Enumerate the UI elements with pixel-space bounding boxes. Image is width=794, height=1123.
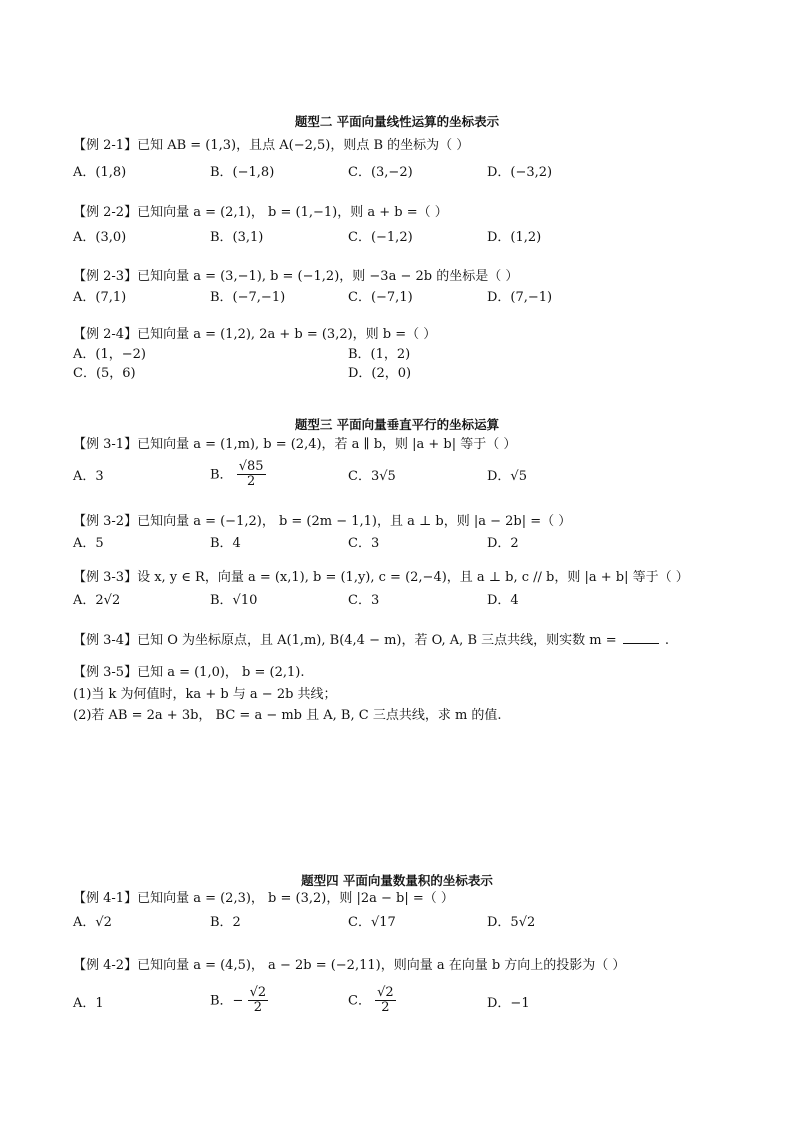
question-3-4 — [73, 632, 669, 650]
section-title: 题型二 平面向量线性运算的坐标表示 — [294, 114, 500, 129]
question-2-4: 【例 2-4】已知向量 a = (1,2), 2a + b = (3,2)，则 b =（ ） — [73, 327, 437, 342]
option-b: B．(1，2) — [348, 347, 411, 362]
option-a: A．√2 — [73, 915, 112, 930]
option-c — [348, 986, 396, 1016]
option-c: C．3√5 — [348, 469, 396, 484]
option-d: D．(2，0) — [348, 366, 412, 381]
option-b: B．(−1,8) — [210, 165, 275, 180]
option-b: B．√10 — [210, 593, 258, 608]
question-3-4-end: . — [664, 633, 670, 648]
fraction-denominator: 2 — [381, 1000, 390, 1016]
section-title: 题型三 平面向量垂直平行的坐标运算 — [294, 417, 500, 432]
answer-blank — [623, 643, 659, 644]
question-3-3: 【例 3-3】设 x, y ∈ R，向量 a = (x,1), b = (1,y), c = (2,−4)，且 a ⊥ b, c // b，则 |a + b| 等于（ ） — [73, 570, 689, 585]
option-c-label: C． — [348, 993, 371, 1009]
option-a: A．(1，−2) — [73, 347, 146, 362]
question-3-4-text: 【例 3-4】已知 O 为坐标原点，且 A(1,m), B(4,4 − m)，若 O, A, B 三点共线，则实数 m = — [73, 633, 617, 648]
option-d: D．√5 — [487, 469, 527, 484]
question-3-5-part-2: (2)若 AB = 2a + 3b， BC = a − mb 且 A, B, C 三点共线，求 m 的值. — [73, 708, 502, 723]
fraction-numerator: √2 — [249, 985, 267, 1000]
fraction-denominator: 2 — [253, 1000, 263, 1016]
fraction-denominator: 2 — [246, 474, 256, 490]
option-a: A．2√2 — [73, 593, 121, 608]
option-d: D．4 — [487, 593, 519, 608]
option-b-label: B．− — [210, 993, 244, 1009]
option-b-label: B． — [210, 467, 233, 483]
question-3-2: 【例 3-2】已知向量 a = (−1,2)， b = (2m − 1,1)，且 a ⊥ b，则 |a − 2b| =（ ） — [73, 514, 572, 529]
option-c: C．3 — [348, 593, 380, 608]
fraction — [248, 986, 269, 1016]
option-a: A．3 — [73, 469, 104, 484]
option-b: B．4 — [210, 536, 241, 551]
option-a: A．(7,1) — [73, 290, 127, 305]
option-a: A．(1,8) — [73, 165, 127, 180]
option-a: A．1 — [73, 996, 104, 1011]
option-b — [210, 460, 266, 490]
option-d: D．(7,−1) — [487, 290, 553, 305]
option-c: C．(−7,1) — [348, 290, 413, 305]
option-b: B．2 — [210, 915, 241, 930]
question-2-1: 【例 2-1】已知 AB = (1,3)，且点 A(−2,5)，则点 B 的坐标为（ ） — [73, 138, 470, 153]
option-c: C．3 — [348, 536, 380, 551]
option-a: A．5 — [73, 536, 104, 551]
option-d: D．−1 — [487, 996, 530, 1011]
option-c: C．(−1,2) — [348, 230, 413, 245]
option-d: D．2 — [487, 536, 519, 551]
option-c: C．√17 — [348, 915, 396, 930]
option-c: C．(3,−2) — [348, 165, 413, 180]
option-a: A．(3,0) — [73, 230, 127, 245]
question-2-2: 【例 2-2】已知向量 a = (2,1)， b = (1,−1)，则 a + b =（ ） — [73, 205, 448, 220]
fraction — [375, 986, 396, 1016]
option-d: D．5√2 — [487, 915, 536, 930]
question-4-2: 【例 4-2】已知向量 a = (4,5)， a − 2b = (−2,11)，则向量 a 在向量 b 方向上的投影为（ ） — [73, 958, 626, 973]
question-2-3: 【例 2-3】已知向量 a = (3,−1), b = (−1,2)，则 −3a − 2b 的坐标是（ ） — [73, 269, 519, 284]
fraction-numerator: √85 — [238, 459, 264, 474]
question-3-1: 【例 3-1】已知向量 a = (1,m), b = (2,4)，若 a ∥ b，则 |a + b| 等于（ ） — [73, 437, 517, 452]
option-b: B．(−7,−1) — [210, 290, 286, 305]
option-b — [210, 986, 268, 1016]
option-b: B．(3,1) — [210, 230, 264, 245]
question-4-1: 【例 4-1】已知向量 a = (2,3)， b = (3,2)，则 |2a − b| =（ ） — [73, 891, 454, 906]
question-3-5-part-1: (1)当 k 为何值时，ka + b 与 a − 2b 共线； — [73, 687, 337, 702]
question-3-5-given: 【例 3-5】已知 a = (1,0)， b = (2,1). — [73, 665, 305, 680]
option-d: D．(−3,2) — [487, 165, 553, 180]
fraction — [237, 460, 266, 490]
fraction-numerator: √2 — [377, 985, 394, 1000]
option-c: C．(5，6) — [73, 366, 136, 381]
option-d: D．(1,2) — [487, 230, 542, 245]
section-title: 题型四 平面向量数量积的坐标表示 — [301, 873, 493, 888]
